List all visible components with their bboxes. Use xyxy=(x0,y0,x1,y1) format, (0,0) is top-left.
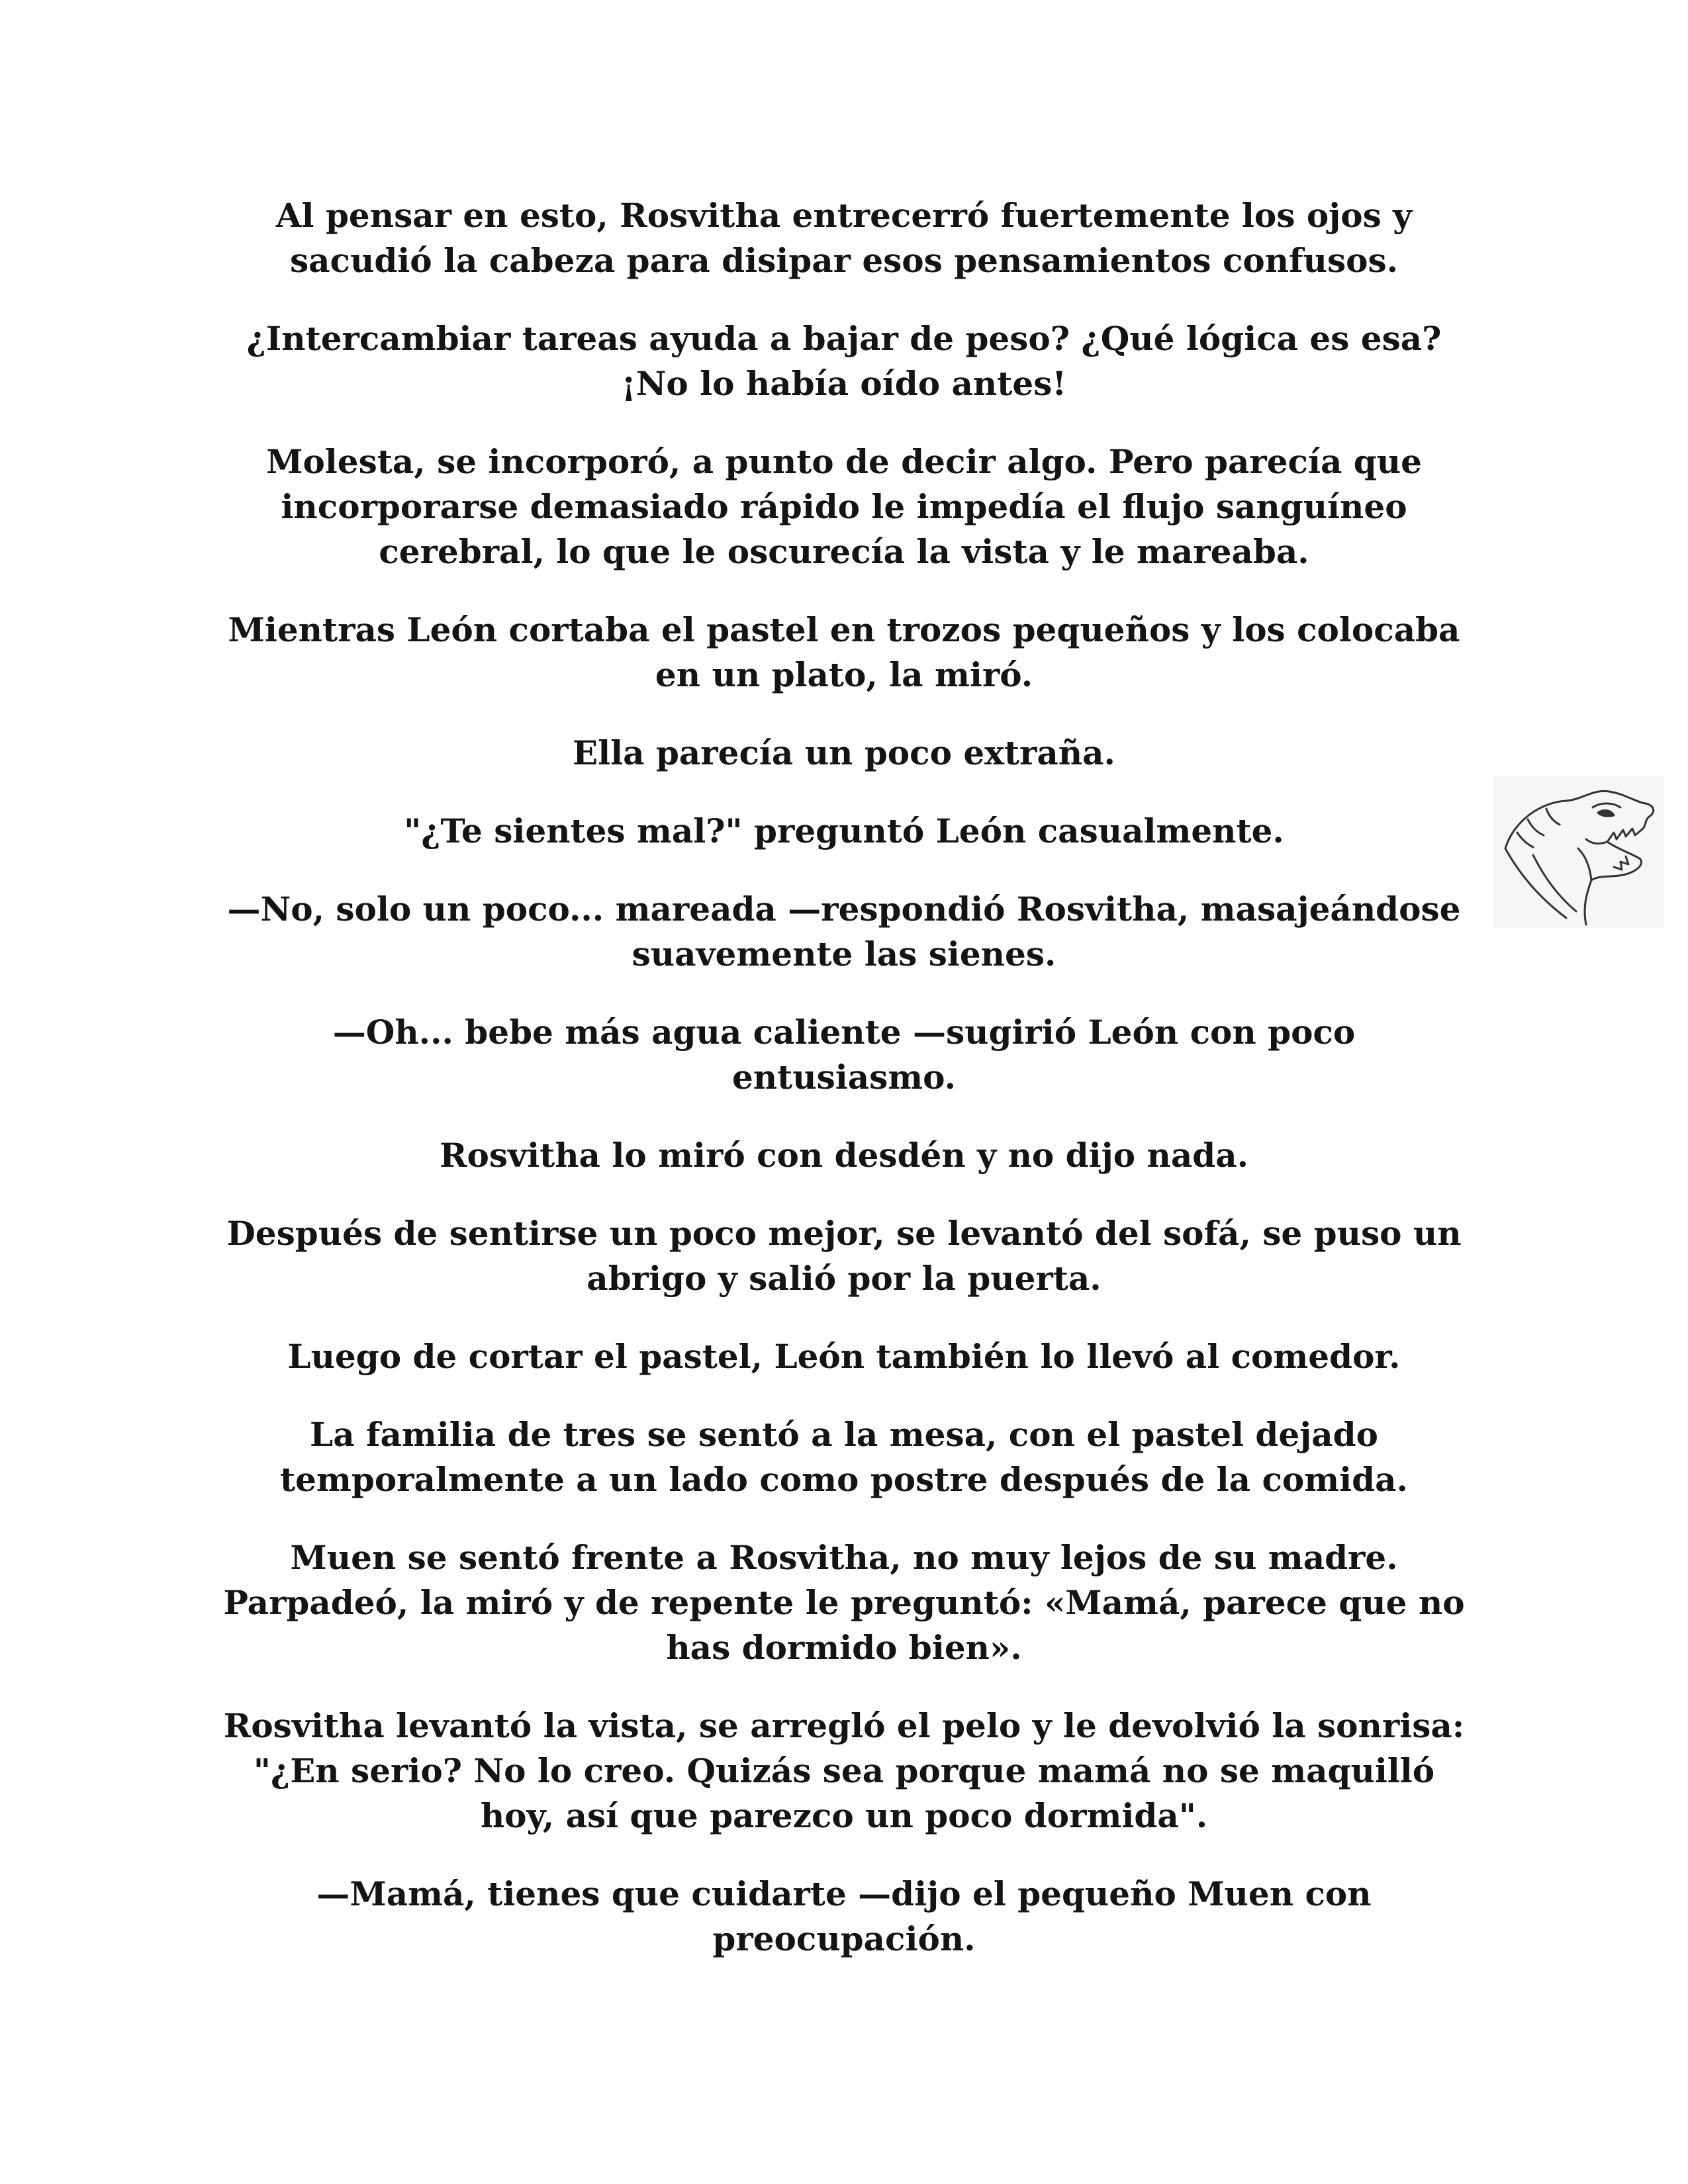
paragraph-3: Molesta, se incorporó, a punto de decir algo. Pero parecía que incorporarse demasiado rápido le impedía el flujo sanguíneo cerebral, lo que le oscurecía la vista y le mareaba. xyxy=(266,442,1422,571)
paragraph-14: Rosvitha levantó la vista, se arregló el pelo y le devolvió la sonrisa: "¿En serio? No lo creo. Quizás sea porque mamá no se maquilló hoy, así que parezco un poco dormida". xyxy=(223,1706,1465,1835)
paragraph-15: —Mamá, tienes que cuidarte —dijo el pequeño Muen con preocupación. xyxy=(316,1874,1372,1958)
paragraph-4: Mientras León cortaba el pastel en trozos pequeños y los colocaba en un plato, la miró. xyxy=(228,610,1460,694)
paragraph-13: Muen se sentó frente a Rosvitha, no muy lejos de su madre. Parpadeó, la miró y de repente le preguntó: «Mamá, parece que no has dormido bien». xyxy=(223,1538,1465,1667)
paragraph-1: Al pensar en esto, Rosvitha entrecerró fuertemente los ojos y sacudió la cabeza para disipar esos pensamientos confusos. xyxy=(275,196,1413,280)
paragraph-2: ¿Intercambiar tareas ayuda a bajar de peso? ¿Qué lógica es esa? ¡No lo había oído antes! xyxy=(246,319,1442,403)
paragraph-12: La familia de tres se sentó a la mesa, con el pastel dejado temporalmente a un lado como postre después de la comida. xyxy=(280,1415,1408,1499)
paragraph-9: Rosvitha lo miró con desdén y no dijo nada. xyxy=(440,1136,1248,1175)
chapter-text xyxy=(218,193,1470,1995)
paragraph-11: Luego de cortar el pastel, León también lo llevó al comedor. xyxy=(287,1337,1401,1376)
paragraph-7: —No, solo un poco... mareada —respondió Rosvitha, masajeándose suavemente las sienes. xyxy=(227,889,1461,974)
paragraph-10: Después de sentirse un poco mejor, se levantó del sofá, se puso un abrigo y salió por la puerta. xyxy=(226,1214,1462,1298)
paragraph-8: —Oh... bebe más agua caliente —sugirió León con poco entusiasmo. xyxy=(332,1013,1356,1097)
paragraph-5: Ella parecía un poco extraña. xyxy=(573,733,1115,772)
paragraph-6: "¿Te sientes mal?" preguntó León casualmente. xyxy=(404,811,1284,850)
dragon-head-icon xyxy=(1493,776,1664,928)
